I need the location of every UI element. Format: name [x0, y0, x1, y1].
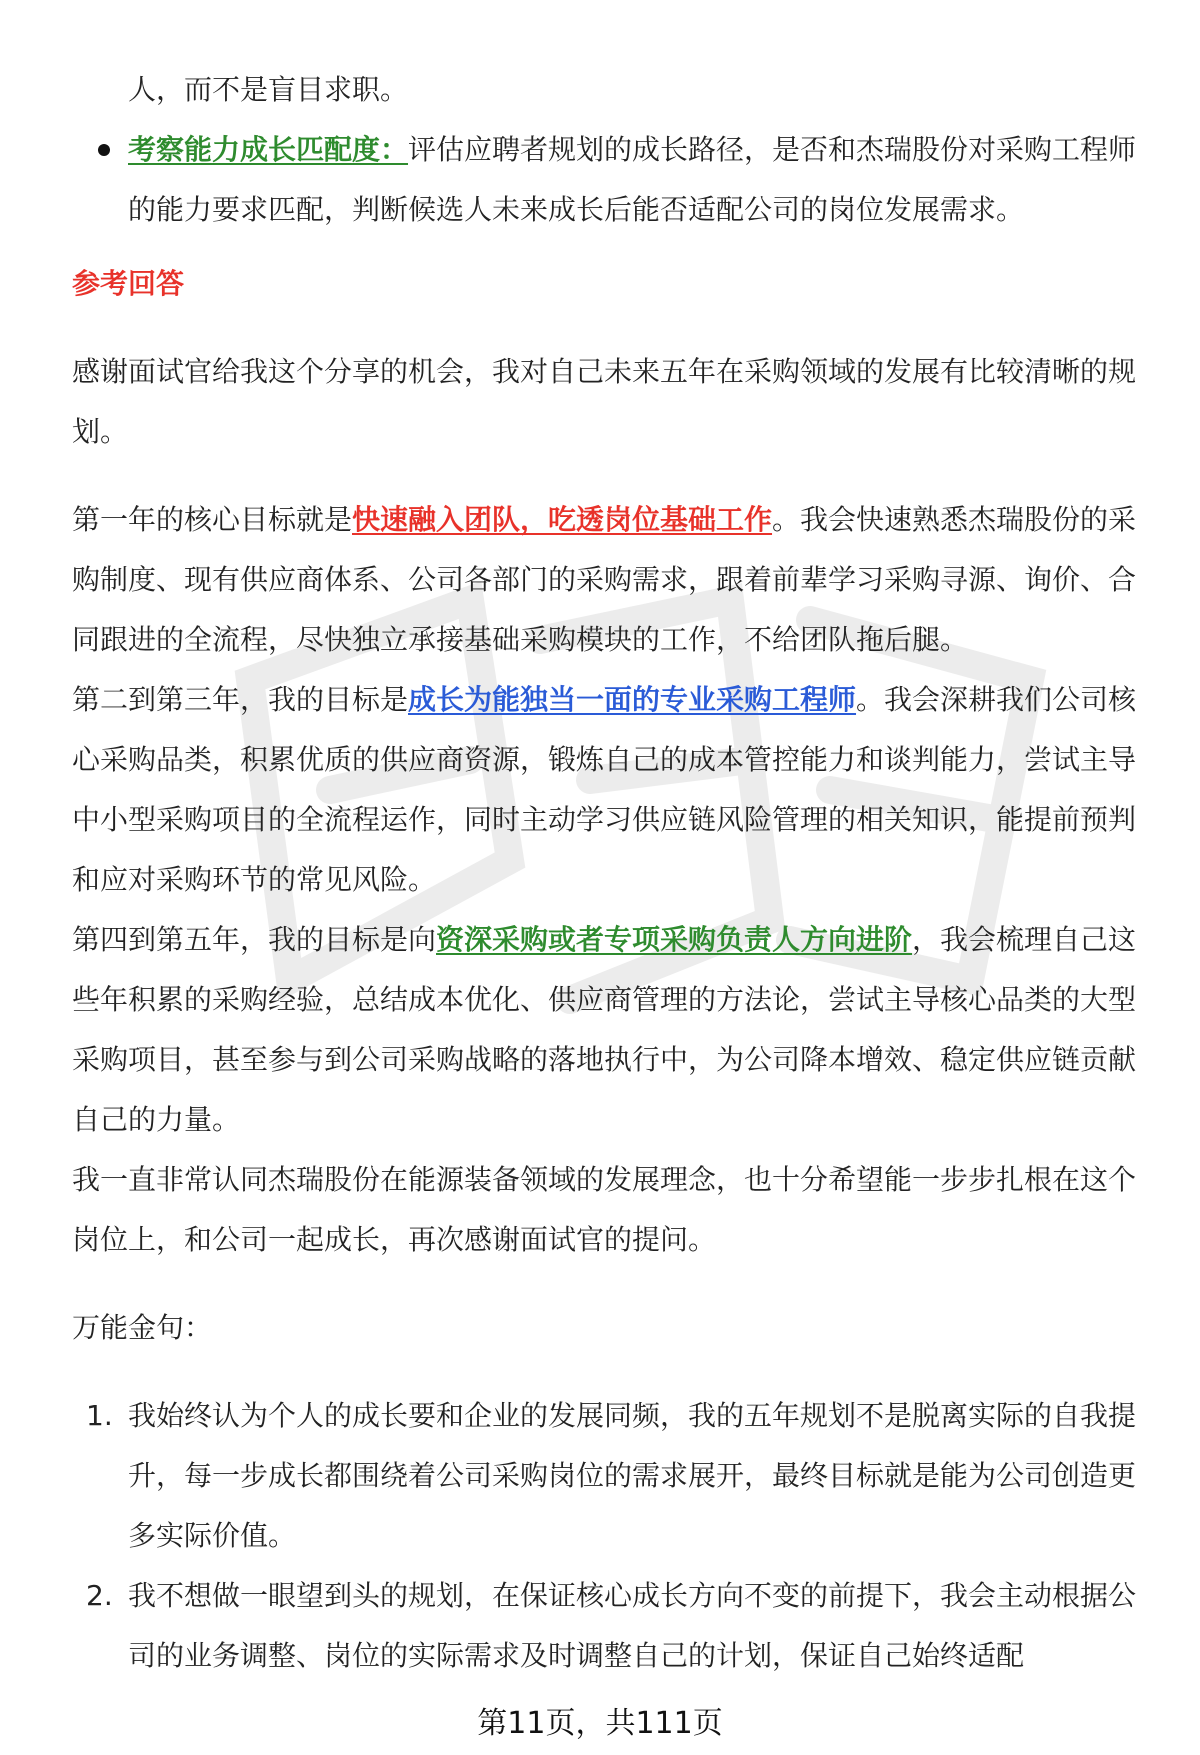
year2-3-suffix: 。我会深耕我们公司核心采购品类，积累优质的供应商资源，锻炼自己的成本管控能力和谈判能力，尝试主导中小型采购项目的全流程运作，同时主动学习供应链风险管理的相关知识，能提前预判和应对采购环节的常见风险。	[72, 683, 1137, 896]
closing-paragraph: 我一直非常认同杰瑞股份在能源装备领域的发展理念，也十分希望能一步步扎根在这个岗位上，和公司一起成长，再次感谢面试官的提问。	[72, 1163, 1137, 1256]
list-item	[72, 1386, 1146, 1566]
page-footer: 第11页，共111页	[477, 1706, 723, 1741]
year2-3-prefix: 第二到第三年，我的目标是	[72, 683, 409, 716]
year4-5-suffix: ，我会梳理自己这些年积累的采购经验，总结成本优化、供应商管理的方法论，尝试主导核心品类的大型采购项目，甚至参与到公司采购战略的落地执行中，为公司降本增效、稳定供应链贡献自己的力量。	[72, 923, 1137, 1136]
year4-5-highlight: 资深采购或者专项采购负责人方向进阶	[436, 923, 913, 956]
reference-answer-heading: 参考回答	[72, 267, 185, 300]
golden-sentences-heading: 万能金句：	[72, 1311, 213, 1344]
year4-5-prefix: 第四到第五年，我的目标是向	[72, 923, 437, 956]
bullet-label: 考察能力成长匹配度：	[128, 133, 409, 166]
continuation-line: 人，而不是盲目求职。	[128, 73, 409, 106]
list-item-text: 我不想做一眼望到头的规划，在保证核心成长方向不变的前提下，我会主动根据公司的业务调整、岗位的实际需求及时调整自己的计划，保证自己始终适配	[128, 1579, 1137, 1672]
year1-suffix: 。我会快速熟悉杰瑞股份的采购制度、现有供应商体系、公司各部门的采购需求，跟着前辈学习采购寻源、询价、合同跟进的全流程，尽快独立承接基础采购模块的工作，不给团队拖后腿。	[72, 503, 1137, 656]
list-item-number: 1.	[86, 1399, 113, 1432]
year1-paragraph	[72, 490, 1146, 670]
bullet-text: 评估应聘者规划的成长路径，是否和杰瑞股份对采购工程师的能力要求匹配，判断候选人未来成长后能否适配公司的岗位发展需求。	[128, 133, 1137, 226]
intro-paragraph: 感谢面试官给我这个分享的机会，我对自己未来五年在采购领域的发展有比较清晰的规划。	[72, 355, 1137, 448]
year1-highlight: 快速融入团队，吃透岗位基础工作	[352, 503, 773, 536]
bullet-item	[72, 120, 1146, 240]
year4-5-paragraph	[72, 910, 1146, 1150]
year2-3-paragraph	[72, 670, 1146, 910]
list-item-number: 2.	[86, 1579, 113, 1612]
bullet-dot-icon	[98, 144, 110, 156]
year2-3-highlight: 成长为能独当一面的专业采购工程师	[408, 683, 857, 716]
golden-sentences-list	[72, 1386, 1146, 1686]
document-body	[72, 60, 1146, 1686]
year1-prefix: 第一年的核心目标就是	[72, 503, 353, 536]
list-item	[72, 1566, 1146, 1686]
list-item-text: 我始终认为个人的成长要和企业的发展同频，我的五年规划不是脱离实际的自我提升，每一步成长都围绕着公司采购岗位的需求展开，最终目标就是能为公司创造更多实际价值。	[128, 1399, 1137, 1552]
